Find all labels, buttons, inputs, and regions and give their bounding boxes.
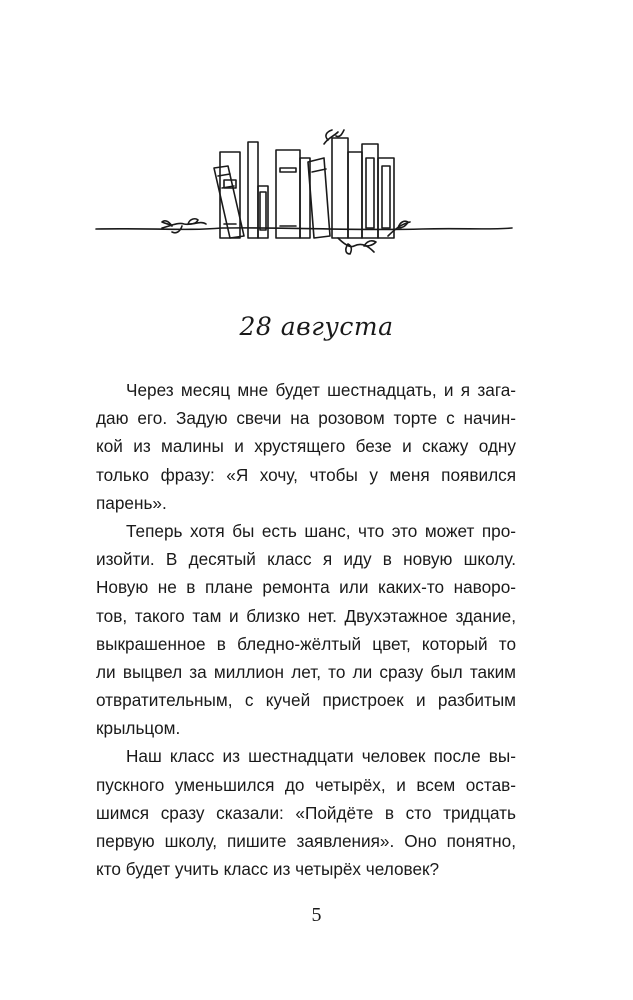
tall-book bbox=[220, 152, 240, 238]
page-number: 5 bbox=[311, 904, 322, 926]
text-line: тов, такого там и близко нет. Двухэтажное здание, bbox=[96, 605, 516, 626]
text-line: кой из малины и хрустящего безе и скажу одну bbox=[96, 436, 516, 457]
book-group-center bbox=[276, 150, 310, 238]
text-line: пускного уменьшился до четырёх, и всем остав- bbox=[96, 774, 516, 795]
leaning-book-right bbox=[308, 158, 330, 238]
text-line: Наш класс из шестнадцати человек после вы- bbox=[126, 746, 516, 767]
text-line: кто будет учить класс из четырёх человек? bbox=[96, 859, 440, 880]
text-line: изойти. В десятый класс я иду в новую школу. bbox=[96, 549, 516, 570]
text-line: Новую не в плане ремонта или каких-то наворо- bbox=[96, 577, 516, 598]
text-line: Через месяц мне будет шестнадцать, и я зага- bbox=[126, 380, 516, 400]
text-line: крыльцом. bbox=[96, 718, 181, 739]
text-line: даю его. Задую свечи на розовом торте с начин- bbox=[96, 408, 516, 429]
bookshelf-illustration bbox=[92, 128, 516, 268]
text-line: ли выцвел за миллион лет, то ли сразу был таким bbox=[96, 661, 516, 682]
text-line: шимся сразу сказали: «Пойдёте в сто тридцать bbox=[96, 802, 516, 823]
text-line: парень». bbox=[96, 492, 167, 513]
text-line: отвратительным, с кучей пристроек и разбитым bbox=[96, 690, 516, 711]
text-line: Теперь хотя бы есть шанс, что это может про- bbox=[126, 520, 516, 541]
body-text bbox=[96, 376, 516, 883]
text-line: первую школу, пишите заявления». Оно понятно, bbox=[96, 831, 516, 851]
text-line: выкрашенное в бледно-жёлтый цвет, который то bbox=[96, 633, 516, 654]
text-line: только фразу: «Я хочу, чтобы у меня появился bbox=[96, 464, 516, 485]
chapter-title: 28 августа bbox=[239, 312, 394, 341]
